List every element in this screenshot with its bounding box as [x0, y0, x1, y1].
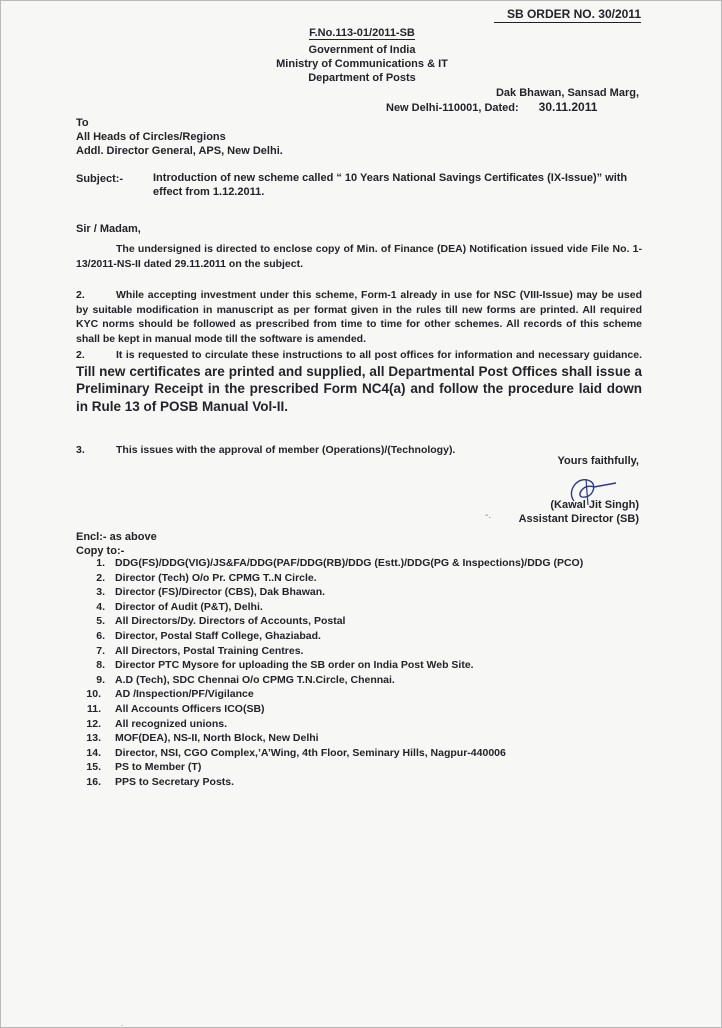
address-dated: New Delhi-110001, Dated:: [386, 102, 519, 114]
copy-list-text: MOF(DEA), NS-II, North Block, New Delhi: [115, 732, 319, 745]
file-number: F.No.113-01/2011-SB: [309, 27, 415, 39]
copy-list-item: [91, 629, 661, 643]
copy-list-number: 16.: [86, 775, 101, 788]
salutation: Sir / Madam,: [76, 223, 141, 235]
copy-list-text: Director PTC Mysore for uploading the SB order on India Post Web Site.: [115, 659, 474, 672]
copy-list-number: 6.: [96, 629, 105, 642]
copy-list-item: [91, 556, 661, 570]
copy-list-item: [91, 571, 661, 585]
subject-label: Subject:-: [76, 173, 124, 185]
org-line-1: Government of India: [308, 44, 416, 56]
copy-list-text: PPS to Secretary Posts.: [115, 775, 235, 788]
org-line-2: Ministry of Communications & IT: [276, 58, 448, 70]
copy-list-text: All Accounts Officers ICO(SB): [115, 702, 265, 715]
paragraph-2: [76, 288, 642, 346]
signatory-name: (Kawal Jit Singh): [550, 499, 639, 511]
paragraph-2-text: While accepting investment under this scheme, Form-1 already in use for NSC (VIII-Issue) may be used by suitable modification in manuscript as per format given in the rules till new forms are printed. All required KYC norms should be followed as prescribed from time to time for other schemes. All records of this scheme shall be kept in manual mode till the software is amended.: [76, 289, 642, 345]
enclosure-line: Encl:- as above: [76, 531, 157, 543]
copy-list-text: All recognized unions.: [115, 717, 228, 730]
copy-list-item: [91, 673, 661, 687]
paragraph-2-number: 2.: [76, 289, 85, 301]
paragraph-4-number: 3.: [76, 444, 85, 456]
signatory-designation: Assistant Director (SB): [518, 513, 639, 525]
copy-list-text: Director of Audit (P&T), Delhi.: [115, 600, 263, 613]
copy-list-number: 14.: [86, 746, 101, 759]
copy-list-number: 8.: [96, 659, 105, 672]
org-line-3: Department of Posts: [308, 72, 416, 84]
closing-yours: Yours faithfully,: [557, 455, 639, 467]
copy-list-item: [91, 644, 661, 658]
paragraph-3-emphasis: Till new certificates are printed and supplied, all Departmental Post Offices shall issue a Preliminary Receipt in the prescribed Form NC4(a) and follow the procedure laid down in Rule 13 of POSB Manual Vol-II.: [76, 363, 642, 414]
copy-list-text: Director, NSI, CGO Complex,’A’Wing, 4th Floor, Seminary Hills, Nagpur-440006: [115, 746, 506, 759]
copy-list-text: All Directors/Dy. Directors of Accounts, Postal: [115, 615, 346, 628]
copy-list-number: 7.: [96, 644, 105, 657]
copy-list-number: 4.: [96, 600, 105, 613]
paragraph-3-number: 2.: [76, 349, 85, 361]
copy-list-item: [91, 585, 661, 599]
copy-list-item: [86, 731, 661, 745]
copy-list-number: 12.: [86, 717, 101, 730]
addressee-block: [76, 116, 283, 158]
paragraph-1-text: The undersigned is directed to enclose copy of Min. of Finance (DEA) Notification issued vide File No. 1-13/2011-NS-II dated 29.11.2011 on the subject.: [76, 243, 642, 270]
order-date: 30.11.2011: [538, 100, 598, 114]
copy-list-number: 13.: [86, 732, 101, 745]
copy-list-number: 9.: [96, 673, 105, 686]
copy-list-number: 5.: [96, 615, 105, 628]
copy-list-text: All Directors, Postal Training Centres.: [115, 644, 304, 657]
addressee-line-1: All Heads of Circles/Regions: [76, 131, 226, 143]
copy-list-text: DDG(FS)/DDG(VIG)/JS&FA/DDG(PAF/DDG(RB)/DDG (Estt.)/DDG(PG & Inspections)/DDG (PCO): [115, 557, 584, 569]
paragraph-1: [76, 242, 642, 271]
signatory-block: [519, 498, 639, 526]
copy-list-text: Director (Tech) O/o Pr. CPMG T..N Circle.: [115, 571, 317, 584]
copy-list-number: 11.: [86, 702, 101, 715]
paragraph-3: [76, 348, 642, 415]
copy-to-label: Copy to:-: [76, 545, 125, 557]
paragraph-4-text: This issues with the approval of member (Operations)/(Technology).: [116, 444, 456, 456]
copy-list-text: Director (FS)/Director (CBS), Dak Bhawan.: [115, 586, 326, 599]
copy-list-item: [86, 687, 661, 701]
copy-list-item: [91, 658, 661, 672]
tick-mark: -.: [485, 510, 492, 521]
copy-list-item: [86, 760, 661, 774]
paragraph-3-text: It is requested to circulate these instructions to all post offices for information and necessary guidance.: [116, 349, 642, 361]
order-number: SB ORDER NO. 30/2011: [494, 7, 641, 23]
copy-list-number: 1.: [96, 557, 105, 569]
copy-list-item: [86, 702, 661, 716]
copy-list-item: [86, 717, 661, 731]
copy-list-item: [86, 746, 661, 760]
copy-list-text: A.D (Tech), SDC Chennai O/o CPMG T.N.Circle, Chennai.: [115, 673, 395, 686]
enclosure-block: [76, 530, 157, 558]
copy-list-item: [86, 775, 661, 789]
footer-mark: .: [121, 1019, 124, 1028]
copy-list-item: [91, 614, 661, 628]
copy-list-text: PS to Member (T): [115, 761, 202, 774]
address-line-2: [386, 100, 597, 114]
copy-to-list: [86, 556, 661, 790]
address-line-1: Dak Bhawan, Sansad Marg,: [495, 87, 639, 99]
to-label: To: [76, 117, 89, 129]
copy-list-text: AD /Inspection/PF/Vigilance: [115, 688, 254, 701]
copy-list-item: [91, 600, 661, 614]
copy-list-number: 2.: [96, 571, 105, 584]
copy-list-number: 10.: [86, 688, 101, 701]
copy-list-number: 15.: [86, 761, 101, 774]
copy-list-text: Director, Postal Staff College, Ghaziabad.: [115, 629, 321, 642]
addressee-line-2: Addl. Director General, APS, New Delhi.: [76, 145, 283, 157]
copy-list-number: 3.: [96, 586, 105, 599]
subject-text: Introduction of new scheme called “ 10 Years National Savings Certificates (IX-Issue)” with effect from 1.12.2011.: [153, 172, 628, 198]
